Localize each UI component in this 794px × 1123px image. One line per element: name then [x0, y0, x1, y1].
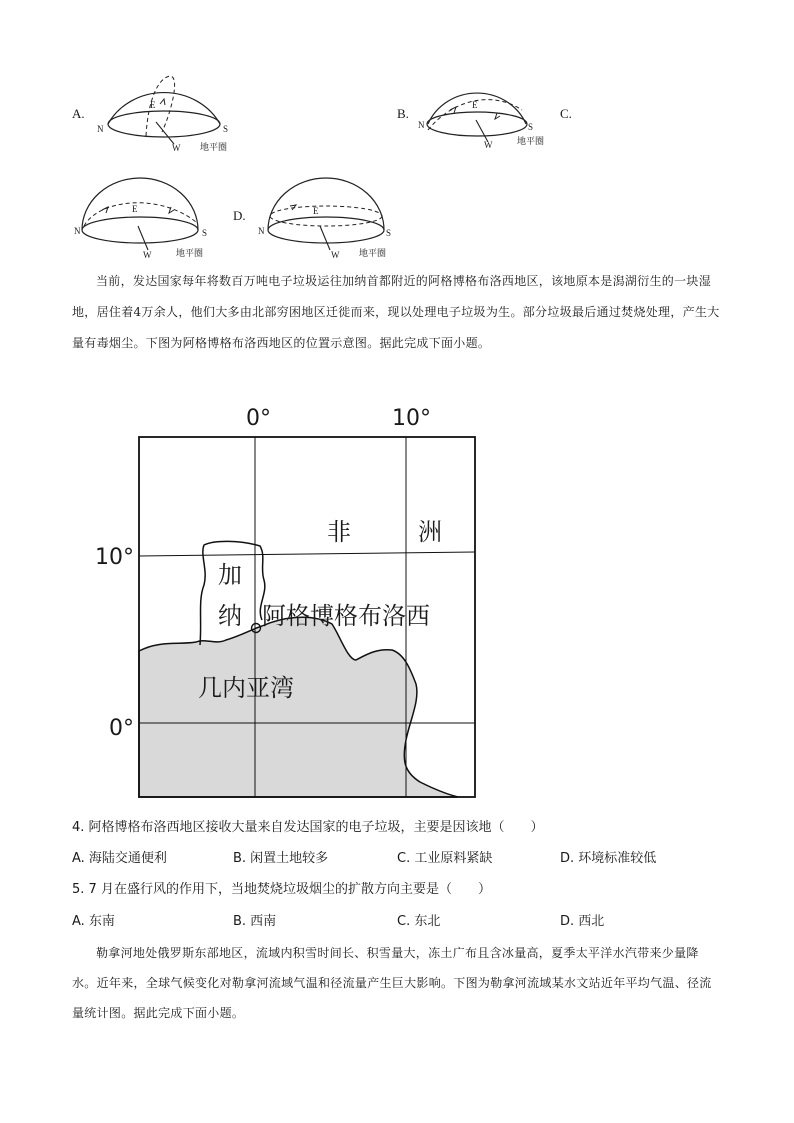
east-label-c: E: [132, 204, 138, 214]
longitude-0-label: 0°: [246, 406, 271, 431]
north-label-c: N: [74, 226, 81, 236]
question-4-option-c[interactable]: C. 工业原料紧缺: [397, 851, 493, 866]
east-label-d: E: [313, 206, 319, 216]
agbogbloshie-label: 阿格博格布洛西: [262, 602, 430, 630]
south-label-b: S: [528, 122, 534, 132]
north-label-b: N: [418, 120, 425, 130]
option-c-label: C.: [560, 106, 572, 121]
africa-label-1: 非: [327, 518, 351, 546]
east-label-b: E: [472, 100, 478, 110]
passage-lena-river: 勒拿河地处俄罗斯东部地区，流域内积雪时间长、积雪量大，冻土广布且含冰量高，夏季太平洋水汽带来少量降水。近年来，全球气候变化对勒拿河流域气温和径流量产生巨大影响。下图为勒拿河流域某水文站近年平均气温、径流量统计图。据此完成下面小题。: [72, 946, 712, 1020]
option-a-label: A.: [72, 106, 85, 121]
ghana-label-2: 纳: [218, 602, 242, 630]
question-4-option-a[interactable]: A. 海陆交通便利: [72, 851, 167, 866]
horizon-label-c: 地平圈: [176, 249, 204, 259]
option-d-label: D.: [233, 208, 246, 223]
question-4-option-b[interactable]: B. 闲置土地较多: [233, 851, 329, 866]
question-4-stem: 4. 阿格博格布洛西地区接收大量来自发达国家的电子垃圾，主要是因该地（ ）: [72, 820, 544, 835]
question-5-option-a[interactable]: A. 东南: [72, 914, 115, 929]
west-label-d: W: [331, 250, 340, 260]
horizon-label-b: 地平圈: [517, 137, 545, 147]
question-4-option-d[interactable]: D. 环境标准较低: [560, 851, 657, 866]
latitude-0-label: 0°: [109, 716, 134, 741]
south-label-a: S: [223, 124, 229, 134]
south-label-d: S: [386, 228, 392, 238]
west-label-c: W: [143, 250, 152, 260]
gulf-of-guinea-sea: [139, 617, 458, 797]
question-5-option-b[interactable]: B. 西南: [233, 914, 277, 929]
longitude-10-label: 10°: [392, 406, 431, 431]
question-5-stem: 5. 7 月在盛行风的作用下，当地焚烧垃圾烟尘的扩散方向主要是（ ）: [72, 882, 491, 897]
north-label-a: N: [97, 124, 104, 134]
horizon-label-a: 地平圈: [200, 143, 228, 153]
west-label-a: W: [172, 143, 181, 153]
north-label-d: N: [258, 226, 265, 236]
latitude-10-label: 10°: [95, 545, 134, 570]
gulf-of-guinea-label: 几内亚湾: [198, 674, 294, 702]
west-label-b: W: [484, 140, 493, 150]
ghana-label-1: 加: [218, 561, 242, 589]
option-b-label: B.: [397, 106, 409, 121]
south-label-c: S: [202, 228, 208, 238]
horizon-label-d: 地平圈: [359, 249, 387, 259]
east-label-a: E: [150, 100, 156, 110]
question-5-option-d[interactable]: D. 西北: [560, 914, 605, 929]
africa-label-2: 洲: [418, 518, 442, 546]
passage-ghana: 当前，发达国家每年将数百万吨电子垃圾运往加纳首都附近的阿格博格布洛西地区，该地原本是潟湖衍生的一块湿地，居住着4万余人，他们大多由北部穷困地区迁徙而来，现以处理电子垃圾为生。部分垃圾最后通过焚烧处理，产生大量有毒烟尘。下图为阿格博格布洛西地区的位置示意图。据此完成下面小题。: [72, 274, 720, 350]
question-5-option-c[interactable]: C. 东北: [397, 914, 441, 929]
